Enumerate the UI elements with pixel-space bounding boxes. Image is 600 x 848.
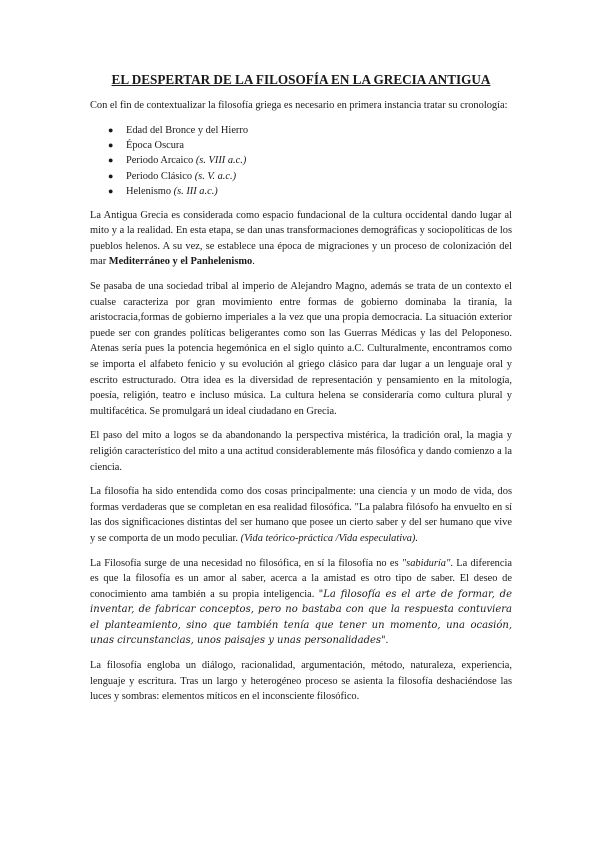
paragraph-mito-logos: El paso del mito a logos se da abandonando la perspectiva mistérica, la tradición oral, la magia y religión característico del mito a una actitud considerablemente más filosófica y dando comienzo a la ciencia. (90, 430, 512, 473)
philosophy-quote: "La filosofía es el arte de formar, de inventar, de fabricar conceptos, pero no bastaba con que la respuesta contuviera el planteamiento, sino que también tenía que tener un momento, una ocasión, unas circunstancias, unos paisajes y unas personalidades" (90, 588, 512, 647)
bullet-icon: ● (108, 155, 114, 166)
page-title: EL DESPERTAR DE LA FILOSOFÍA EN LA GRECIA ANTIGUA (111, 72, 491, 87)
document-body (90, 72, 512, 714)
period-date: (s. VIII a.c.) (195, 155, 247, 167)
bullet-icon: ● (108, 170, 114, 181)
period-date: (s. III a.c.) (173, 186, 218, 198)
paragraph-philosophy-definition: La filosofía ha sido entendida como dos cosas principalmente: una ciencia y un modo de vida, dos formas verdaderas que se completan en esa realidad filosófica. "La palabra filósofo ha envuelto en sí las dos significaciones distintas del ser humano que posee un cierto saber y del ser humano que vive y se comporta de un modo peculiar. (Vida teórico-práctica /Vida especulativa). (90, 486, 512, 544)
chronology-list (90, 123, 512, 200)
period-date: (s. V. a.c.) (194, 170, 237, 182)
list-item: ● Helenismo (s. III a.c.) (126, 184, 512, 199)
bullet-icon: ● (108, 140, 114, 150)
list-item: ● Periodo Arcaico (s. VIII a.c.) (126, 153, 512, 168)
paragraph-society: Se pasaba de una sociedad tribal al imperio de Alejandro Magno, además se trata de un contexto el cualse caracteriza por gran movimiento entre formas de gobierno dominaba la tiranía, la aristocracia,formas de gobierno imperiales a la vez que una propia democracia. La situación exterior puede ser con grandes políticas beligerantes como son las Guerras Médicas y las del Peloponeso. Atenas sería pues la potencia hegemónica en el siglo quinto a.C. Culturalmente, encontramos como se importa el alfabeto fenicio y su evolución al griego clásico para dar lugar a un lenguaje oral y escrito estructurado. Otra idea es la diversidad de representación y pensamiento en la mitología, poesía, religión, teatro e incluso música. La cultura helena se consideraría como cultura plural y multifacética. Se promulgará un ideal ciudadano en Grecia. (90, 281, 512, 417)
paragraph-greece-context: La Antigua Grecia es considerada como espacio fundacional de la cultura occidental dando lugar al mito y a la realidad. En esta etapa, se dan unas transformaciones demográficas y sociopolíticas de los pueblos helenos. A su vez, se establece una época de migraciones y un proceso de colonización del mar Mediterráneo y el Panhelenismo. (90, 209, 512, 268)
bullet-icon: ● (108, 124, 114, 135)
list-item: ● Edad del Bronce y del Hierro (126, 123, 512, 138)
paragraph-philosophy-scope: La filosofía engloba un diálogo, racionalidad, argumentación, método, naturaleza, experiencia, lenguaje y escritura. Tras un largo y heterogéneo proceso se asienta la filosofía deshaciéndose las luces y sombras: elementos míticos en el inconsciente filosófico. (90, 660, 512, 703)
paragraph-philosophy-origin: La Filosofía surge de una necesidad no filosófica, en sí la filosofía no es "sabiduría". La diferencia es que la filosofía es un amor al saber, acerca a la amistad es otro tipo de saber. El deseo de conocimiento ama también a su propia inteligencia. "La filosofía es el arte de formar, de inventar, de fabricar conceptos, pero no bastaba con que la respuesta contuviera el planteamiento, sino que también tenía que tener un momento, una ocasión, unas circunstancias, unos paisajes y unas personalidades". (90, 557, 512, 647)
bullet-icon: ● (108, 186, 114, 197)
list-item: ● Periodo Clásico (s. V. a.c.) (126, 169, 512, 184)
list-item: ● Época Oscura (126, 138, 512, 153)
intro-paragraph: Con el fin de contextualizar la filosofía griega es necesario en primera instancia tratar su cronología: (90, 100, 508, 111)
